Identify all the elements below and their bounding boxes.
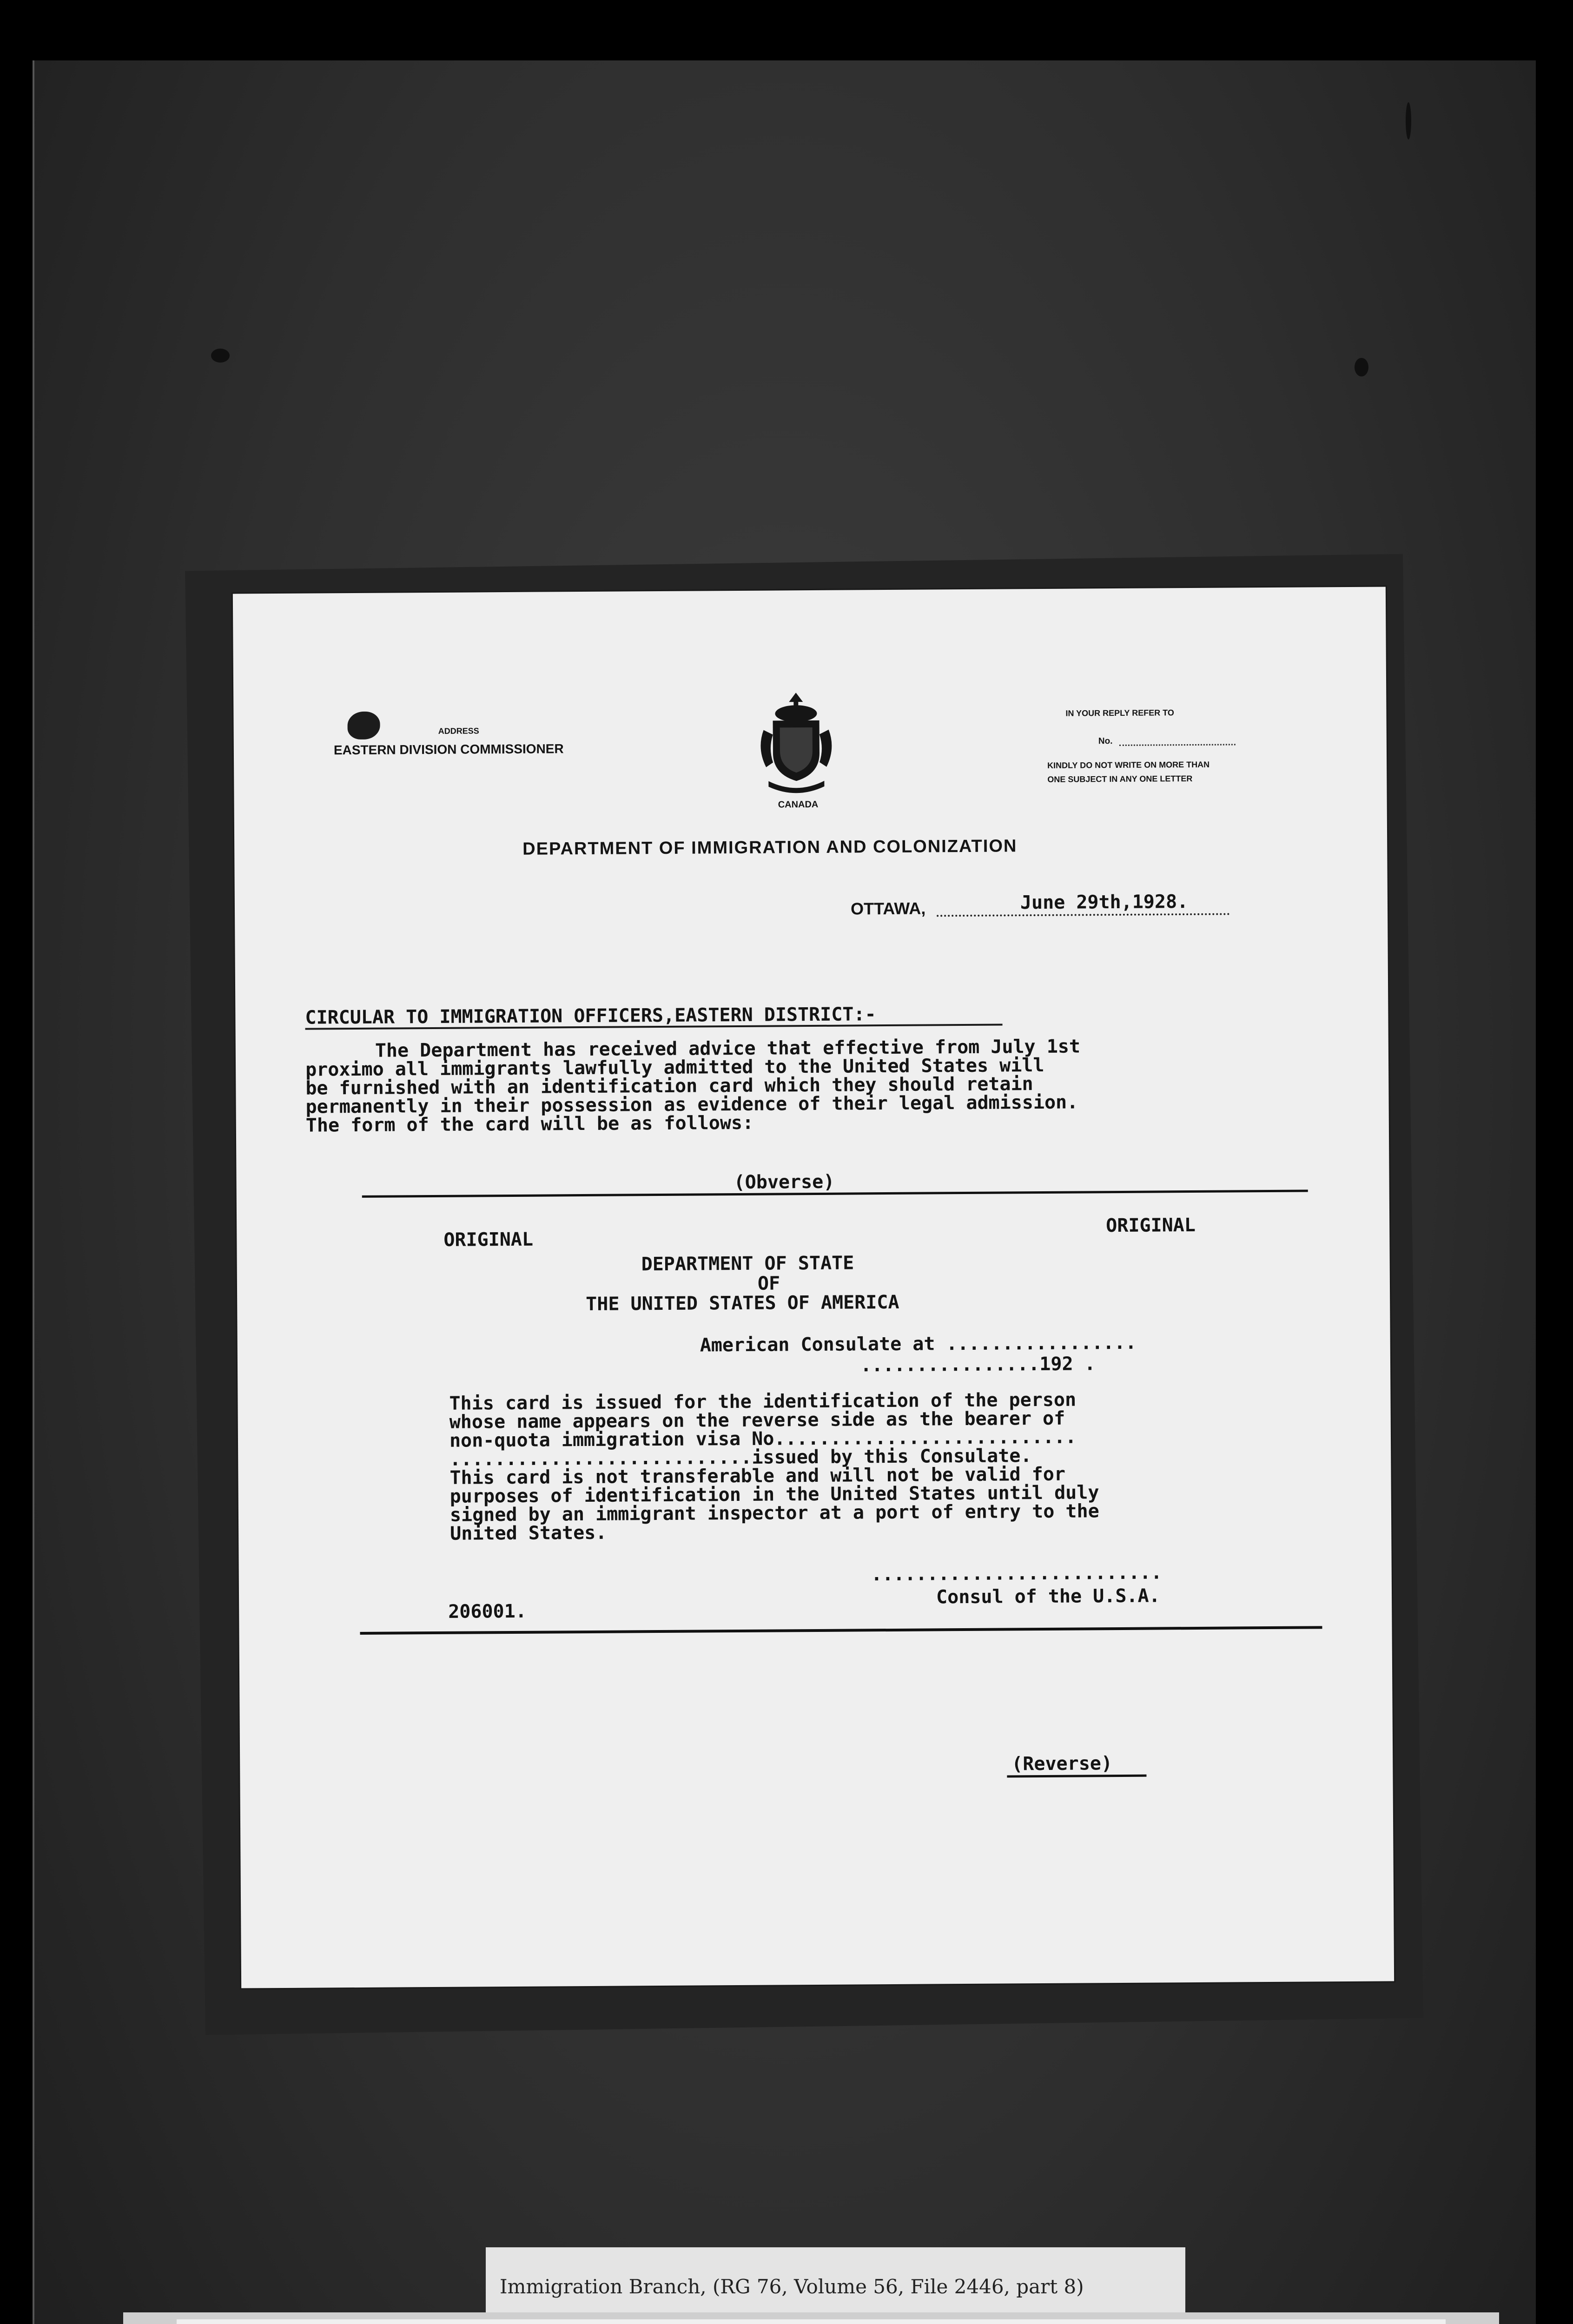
- obverse-label: (Obverse): [734, 1171, 835, 1194]
- circular-line: The form of the card will be as follows:: [305, 1112, 754, 1136]
- circular-line: The Department has received advice that effective from July 1st: [375, 1036, 1081, 1062]
- usa-title: THE UNITED STATES OF AMERICA: [586, 1291, 899, 1315]
- address-label: ADDRESS: [438, 726, 479, 736]
- dust-speck: [211, 349, 230, 363]
- consul-signature-label: Consul of the U.S.A.: [936, 1585, 1160, 1608]
- card-body-line: This card is issued for the identification of the person: [449, 1389, 1077, 1414]
- reverse-label: (Reverse): [1011, 1753, 1113, 1775]
- dust-speck: [1355, 358, 1368, 376]
- original-right-label: ORIGINAL: [1106, 1214, 1196, 1237]
- circular-line: be furnished with an identification card which they should retain: [305, 1073, 1033, 1099]
- coat-of-arms-icon: [754, 688, 838, 795]
- reply-note-line-1: KINDLY DO NOT WRITE ON MORE THAN: [1047, 759, 1210, 770]
- of-label: OF: [757, 1273, 780, 1294]
- archive-label-card: [177, 2319, 1446, 2324]
- consulate-line: American Consulate at .................: [700, 1332, 1137, 1356]
- division-commissioner-label: EASTERN DIVISION COMMISSIONER: [333, 741, 564, 758]
- reply-no-label: No.: [1098, 736, 1113, 746]
- document-sheet: [233, 587, 1394, 1988]
- date-dotted-line: [937, 913, 1229, 917]
- emblem-canada-label: CANADA: [778, 799, 819, 810]
- obverse-rule: [362, 1189, 1308, 1197]
- reply-note-line-2: ONE SUBJECT IN ANY ONE LETTER: [1047, 773, 1193, 784]
- card-body-line: whose name appears on the reverse side as the bearer of: [449, 1407, 1065, 1433]
- card-body-line: This card is not transferable and will not be valid for: [449, 1463, 1066, 1489]
- ink-blot: [347, 712, 380, 739]
- signature-dotted-line: ..........................: [871, 1562, 1163, 1585]
- card-body-line: ...........................issued by this Consulate.: [449, 1445, 1032, 1470]
- archival-reference: Immigration Branch, (RG 76, Volume 56, File 2446, part 8): [500, 2275, 1084, 2298]
- place-label: OTTAWA,: [850, 898, 926, 918]
- form-number: 206001.: [448, 1600, 527, 1623]
- original-left-label: ORIGINAL: [443, 1228, 534, 1251]
- card-body-line: signed by an immigrant inspector at a port of entry to the: [449, 1500, 1099, 1526]
- reply-refer-label: IN YOUR REPLY REFER TO: [1065, 708, 1174, 718]
- reply-no-dotted-line: [1119, 744, 1236, 746]
- reverse-underline: [1007, 1775, 1146, 1778]
- reference-strip: [486, 2247, 1185, 2322]
- card-body-line: purposes of identification in the United States until duly: [449, 1482, 1099, 1507]
- year-line: ................192 .: [860, 1353, 1096, 1376]
- circular-line: permanently in their possession as evidence of their legal admission.: [305, 1091, 1078, 1118]
- letter-date: June 29th,1928.: [1020, 891, 1189, 914]
- card-body-line: non-quota immigration visa No...........................: [449, 1426, 1077, 1452]
- circular-line: proximo all immigrants lawfully admitted to the United States will: [305, 1054, 1044, 1081]
- card-bottom-rule: [360, 1626, 1322, 1635]
- circular-heading: CIRCULAR TO IMMIGRATION OFFICERS,EASTERN DISTRICT:-: [305, 1004, 876, 1029]
- department-of-state-title: DEPARTMENT OF STATE: [641, 1252, 854, 1275]
- department-title: DEPARTMENT OF IMMIGRATION AND COLONIZATION: [522, 836, 1018, 859]
- card-body-line: United States.: [450, 1522, 607, 1545]
- dust-speck: [1406, 102, 1411, 139]
